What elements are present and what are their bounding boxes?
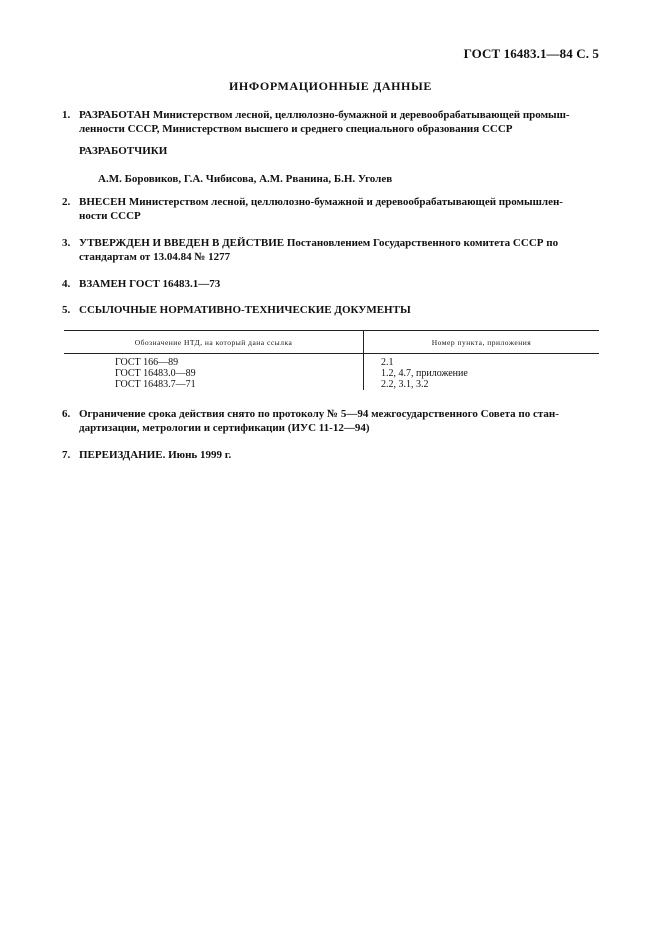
item-text-line1: ПЕРЕИЗДАНИЕ. Июнь 1999 г. [79, 449, 232, 461]
reference-documents-table [64, 330, 599, 390]
table-header-doc: Обозначение НТД, на который дана ссылка [64, 331, 364, 354]
item-text-line1: ВЗАМЕН ГОСТ 16483.1—73 [79, 278, 221, 290]
item-number: 5. [62, 304, 71, 316]
item-text-line2: ности СССР [79, 210, 141, 222]
table-cell-clause: 1.2, 4.7, приложение [381, 368, 468, 379]
info-item-3 [62, 236, 602, 264]
item-text-line2: стандартам от 13.04.84 № 1277 [79, 251, 231, 263]
item-number: 3. [62, 237, 71, 249]
info-item-7 [62, 448, 602, 462]
item-number: 2. [62, 196, 71, 208]
table-cell-doc: ГОСТ 16483.0—89 [115, 368, 196, 379]
table-cell-doc: ГОСТ 166—89 [115, 357, 179, 368]
info-item-4 [62, 277, 602, 291]
developers-heading: РАЗРАБОТЧИКИ [79, 145, 168, 157]
table-cell-docs [64, 354, 364, 391]
item-text-line1: ССЫЛОЧНЫЕ НОРМАТИВНО-ТЕХНИЧЕСКИЕ ДОКУМЕНТЫ [79, 304, 411, 316]
table-row [64, 354, 599, 391]
item-number: 7. [62, 449, 71, 461]
item-number: 4. [62, 278, 71, 290]
item-text-line1: РАЗРАБОТАН Министерством лесной, целлюлозно-бумажной и деревообрабатывающей промыш- [79, 109, 570, 121]
item-number: 1. [62, 109, 71, 121]
table-cell-clause: 2.1 [381, 357, 394, 368]
item-text-line1: УТВЕРЖДЕН И ВВЕДЕН В ДЕЙСТВИЕ Постановлением Государственного комитета СССР по [79, 237, 559, 249]
item-text-line2: дартизации, метрологии и сертификации (ИУС 11-12—94) [79, 422, 370, 434]
table-cell-clause: 2.2, 3.1, 3.2 [381, 379, 429, 390]
developers-names: А.М. Боровиков, Г.А. Чибисова, А.М. Рванина, Б.Н. Уголев [98, 173, 393, 185]
info-item-5 [62, 303, 602, 317]
info-item-6 [62, 407, 602, 435]
item-number: 6. [62, 408, 71, 420]
page-title: ИНФОРМАЦИОННЫЕ ДАННЫЕ [229, 79, 432, 93]
table-cell-clauses [364, 354, 600, 391]
page-header-doc-ref: ГОСТ 16483.1—84 С. 5 [463, 46, 599, 61]
item-text-line2: ленности СССР, Министерством высшего и среднего специального образования СССР [79, 123, 513, 135]
item-text-line1: ВНЕСЕН Министерством лесной, целлюлозно-бумажной и деревообрабатывающей промышлен- [79, 196, 563, 208]
item-text-line1: Ограничение срока действия снято по протоколу № 5—94 межгосударственного Совета по стан- [79, 408, 559, 420]
table-header-row [64, 331, 599, 354]
info-item-1 [62, 108, 602, 136]
info-item-2 [62, 195, 602, 223]
table-cell-doc: ГОСТ 16483.7—71 [115, 379, 196, 390]
table-header-clause: Номер пункта, приложения [364, 331, 600, 354]
